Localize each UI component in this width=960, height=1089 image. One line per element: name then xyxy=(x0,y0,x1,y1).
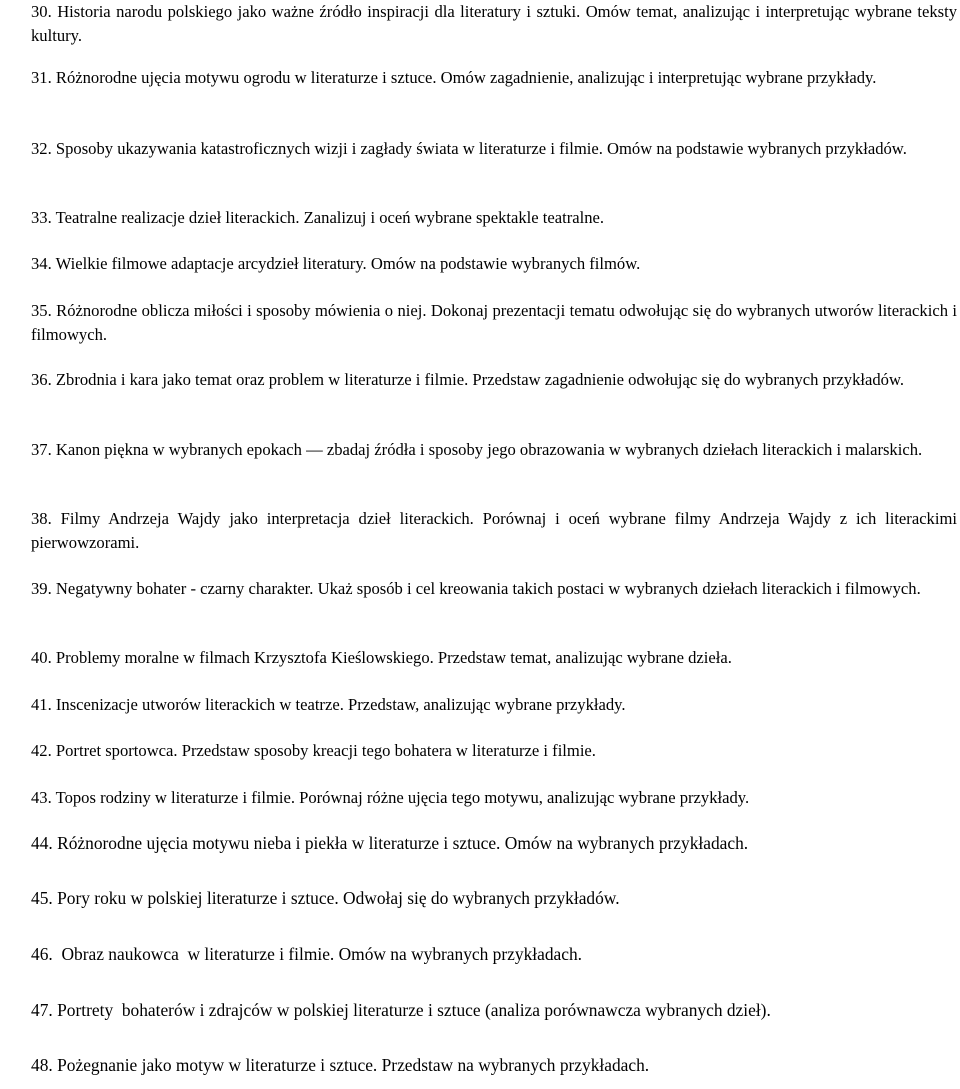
topic-number: 37. xyxy=(31,440,52,459)
topic-number: 31. xyxy=(31,68,52,87)
topic-number: 47. xyxy=(31,1000,53,1020)
topic-number: 30. xyxy=(31,2,52,21)
topic-number: 40. xyxy=(31,648,52,667)
topic-32 xyxy=(31,137,957,161)
topic-text: Różnorodne ujęcia motywu ogrodu w literaturze i sztuce. Omów zagadnienie, analizując i interpretując wybrane przykłady. xyxy=(55,68,877,87)
topic-33 xyxy=(31,206,957,230)
topic-text: Portrety bohaterów i zdrajców w polskiej literaturze i sztuce (analiza porównawcza wybranych dzieł). xyxy=(57,1000,771,1020)
topic-38 xyxy=(31,507,957,554)
topic-44 xyxy=(31,832,957,856)
topic-47 xyxy=(31,999,957,1023)
topic-number: 35. xyxy=(31,301,52,320)
topic-46 xyxy=(31,943,957,967)
topic-text: Pory roku w polskiej literaturze i sztuce. Odwołaj się do wybranych przykładów. xyxy=(57,888,620,908)
topic-number: 41. xyxy=(31,695,52,714)
topic-number: 42. xyxy=(31,741,52,760)
topic-text: Portret sportowca. Przedstaw sposoby kreacji tego bohatera w literaturze i filmie. xyxy=(55,741,596,760)
topic-number: 32. xyxy=(31,139,52,158)
topic-number: 44. xyxy=(31,833,53,853)
topic-text: Pożegnanie jako motyw w literaturze i sztuce. Przedstaw na wybranych przykładach. xyxy=(57,1055,650,1075)
topic-35 xyxy=(31,299,957,346)
topic-45 xyxy=(31,887,957,911)
topic-42 xyxy=(31,739,957,763)
topic-34 xyxy=(31,252,957,276)
topic-number: 36. xyxy=(31,370,52,389)
topic-43 xyxy=(31,786,957,810)
topic-text: Filmy Andrzeja Wajdy jako interpretacja dzieł literackich. Porównaj i oceń wybrane filmy Andrzeja Wajdy z ich literackimi pierwowzorami. xyxy=(31,509,957,552)
topic-text: Historia narodu polskiego jako ważne źródło inspiracji dla literatury i sztuki. Omów temat, analizując i interpretując wybrane teksty kultury. xyxy=(31,2,957,45)
topic-text: Inscenizacje utworów literackich w teatrze. Przedstaw, analizując wybrane przykłady. xyxy=(55,695,626,714)
topic-number: 33. xyxy=(31,208,52,227)
topic-number: 34. xyxy=(31,254,52,273)
topic-text: Zbrodnia i kara jako temat oraz problem w literaturze i filmie. Przedstaw zagadnienie odwołując się do wybranych przykładów. xyxy=(55,370,905,389)
topic-30 xyxy=(31,0,957,47)
topic-text: Negatywny bohater - czarny charakter. Ukaż sposób i cel kreowania takich postaci w wybranych dziełach literackich i filmowych. xyxy=(55,579,921,598)
topic-text: Sposoby ukazywania katastroficznych wizji i zagłady świata w literaturze i filmie. Omów na podstawie wybranych przykładów. xyxy=(55,139,907,158)
topic-48 xyxy=(31,1054,957,1078)
topic-number: 38. xyxy=(31,509,52,528)
topic-text: Problemy moralne w filmach Krzysztofa Kieślowskiego. Przedstaw temat, analizując wybrane dzieła. xyxy=(55,648,732,667)
topic-text: Topos rodziny w literaturze i filmie. Porównaj różne ujęcia tego motywu, analizując wybrane przykłady. xyxy=(55,788,750,807)
topic-36 xyxy=(31,368,957,392)
topic-31 xyxy=(31,66,957,90)
topic-text: Wielkie filmowe adaptacje arcydzieł literatury. Omów na podstawie wybranych filmów. xyxy=(55,254,641,273)
topic-text: Teatralne realizacje dzieł literackich. Zanalizuj i oceń wybrane spektakle teatralne. xyxy=(55,208,605,227)
topic-number: 39. xyxy=(31,579,52,598)
topic-text: Różnorodne oblicza miłości i sposoby mówienia o niej. Dokonaj prezentacji tematu odwołując się do wybranych utworów literackich i filmowych. xyxy=(31,301,957,344)
topic-39 xyxy=(31,577,957,601)
topic-number: 46. xyxy=(31,944,53,964)
topic-text: Kanon piękna w wybranych epokach — zbadaj źródła i sposoby jego obrazowania w wybranych dziełach literackich i malarskich. xyxy=(55,440,923,459)
topic-41 xyxy=(31,693,957,717)
topic-37 xyxy=(31,438,957,462)
topic-text: Obraz naukowca w literaturze i filmie. Omów na wybranych przykładach. xyxy=(57,944,583,964)
topic-number: 45. xyxy=(31,888,53,908)
topic-number: 43. xyxy=(31,788,52,807)
topic-40 xyxy=(31,646,957,670)
topic-text: Różnorodne ujęcia motywu nieba i piekła w literaturze i sztuce. Omów na wybranych przykładach. xyxy=(57,833,749,853)
topic-number: 48. xyxy=(31,1055,53,1075)
